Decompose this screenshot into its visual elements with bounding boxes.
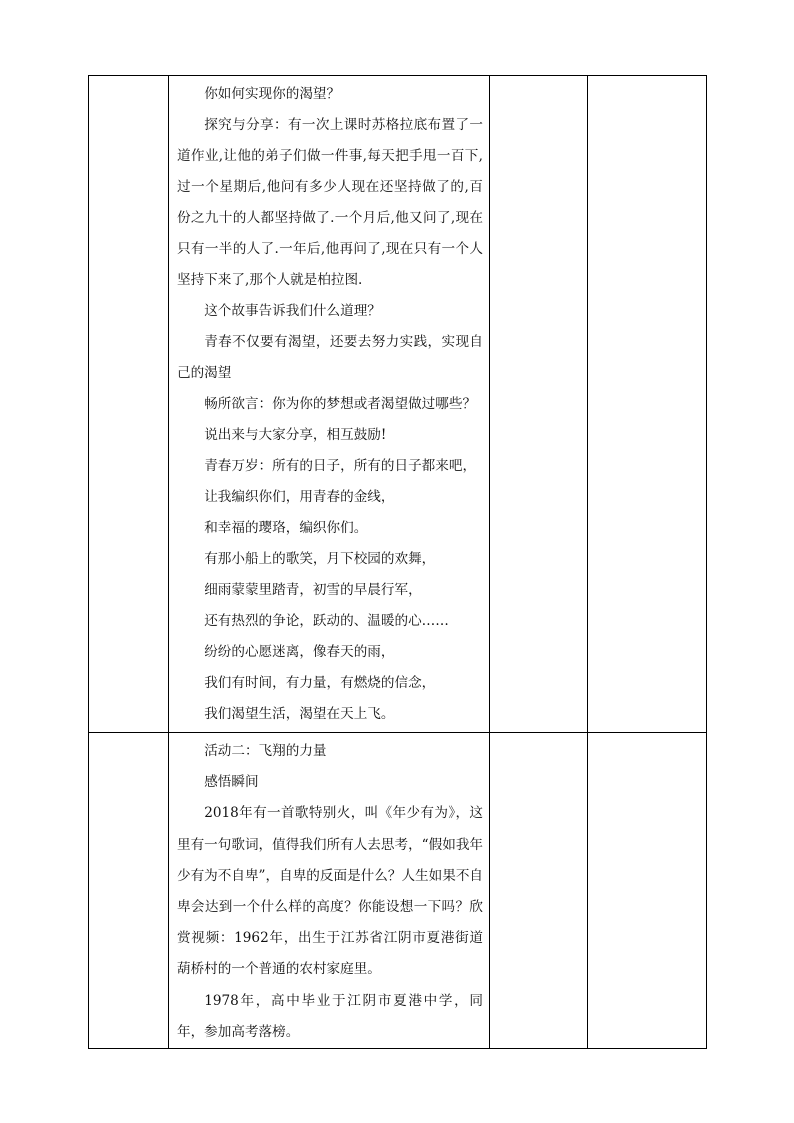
question-heading: 你如何实现你的渴望？ — [204, 86, 341, 102]
lesson-table — [88, 75, 707, 1049]
table-row — [89, 733, 707, 1049]
poem-line: 和幸福的璎珞，编织你们。 — [204, 520, 368, 536]
cell-col1 — [89, 733, 169, 1049]
cell-col4 — [588, 76, 707, 733]
story-answer: 青春不仅要有渴望，还要去努力实践，实现自己的渴望 — [177, 334, 483, 381]
biography-paragraph: 1978年，高中毕业于江阴市夏港中学，同年，参加高考落榜。 — [177, 992, 483, 1040]
activity-heading: 活动二：飞翔的力量 — [204, 743, 327, 759]
cell-col3 — [490, 76, 588, 733]
discussion-prompt-2: 说出来与大家分享，相互鼓励! — [204, 427, 387, 443]
content-block — [169, 76, 489, 730]
poem-line: 细雨蒙蒙里踏青，初雪的早晨行军， — [204, 582, 422, 598]
story-paragraph: 探究与分享：有一次上课时苏格拉底布置了一道作业,让他的弟子们做一件事,每天把手甩一百下,过一个星期后,他问有多少人现在还坚持做了的,百份之九十的人都坚持做了.一个月后,他又问了,现在只有一半的人了.一年后,他再问了,现在只有一个人坚持下来了,那个人就是柏拉图. — [177, 117, 483, 288]
section-heading: 感悟瞬间 — [204, 774, 259, 791]
poem-line: 纷纷的心愿迷离，像春天的雨， — [204, 644, 395, 660]
content-block — [169, 733, 489, 1048]
poem-line: 我们渴望生活，渴望在天上飞。 — [204, 706, 395, 722]
song-paragraph: 2018年有一首歌特别火，叫《年少有为》，这里有一句歌词，值得我们所有人去思考，“假如我年少有为不自卑”，自卑的反面是什么？人生如果不自卑会达到一个什么样的高度？你能设想一下吗？欣赏视频：1962年，出生于江苏省江阴市夏港街道葫桥村的一个普通的农村家庭里。 — [177, 805, 484, 978]
poem-line: 让我编织你们，用青春的金线， — [204, 489, 395, 505]
discussion-prompt: 畅所欲言：你为你的梦想或者渴望做过哪些？ — [204, 396, 477, 412]
cell-col3 — [490, 733, 588, 1049]
cell-col1 — [89, 76, 169, 733]
poem-line: 青春万岁：所有的日子，所有的日子都来吧， — [204, 458, 477, 474]
cell-content — [169, 733, 490, 1049]
story-question: 这个故事告诉我们什么道理？ — [204, 303, 381, 319]
poem-line: 有那小船上的歌笑，月下校园的欢舞， — [204, 551, 436, 567]
poem-line: 还有热烈的争论，跃动的、温暖的心…… — [204, 613, 449, 629]
cell-content — [169, 76, 490, 733]
cell-col4 — [588, 733, 707, 1049]
table-row — [89, 76, 707, 733]
poem-line: 我们有时间，有力量，有燃烧的信念， — [204, 675, 436, 691]
